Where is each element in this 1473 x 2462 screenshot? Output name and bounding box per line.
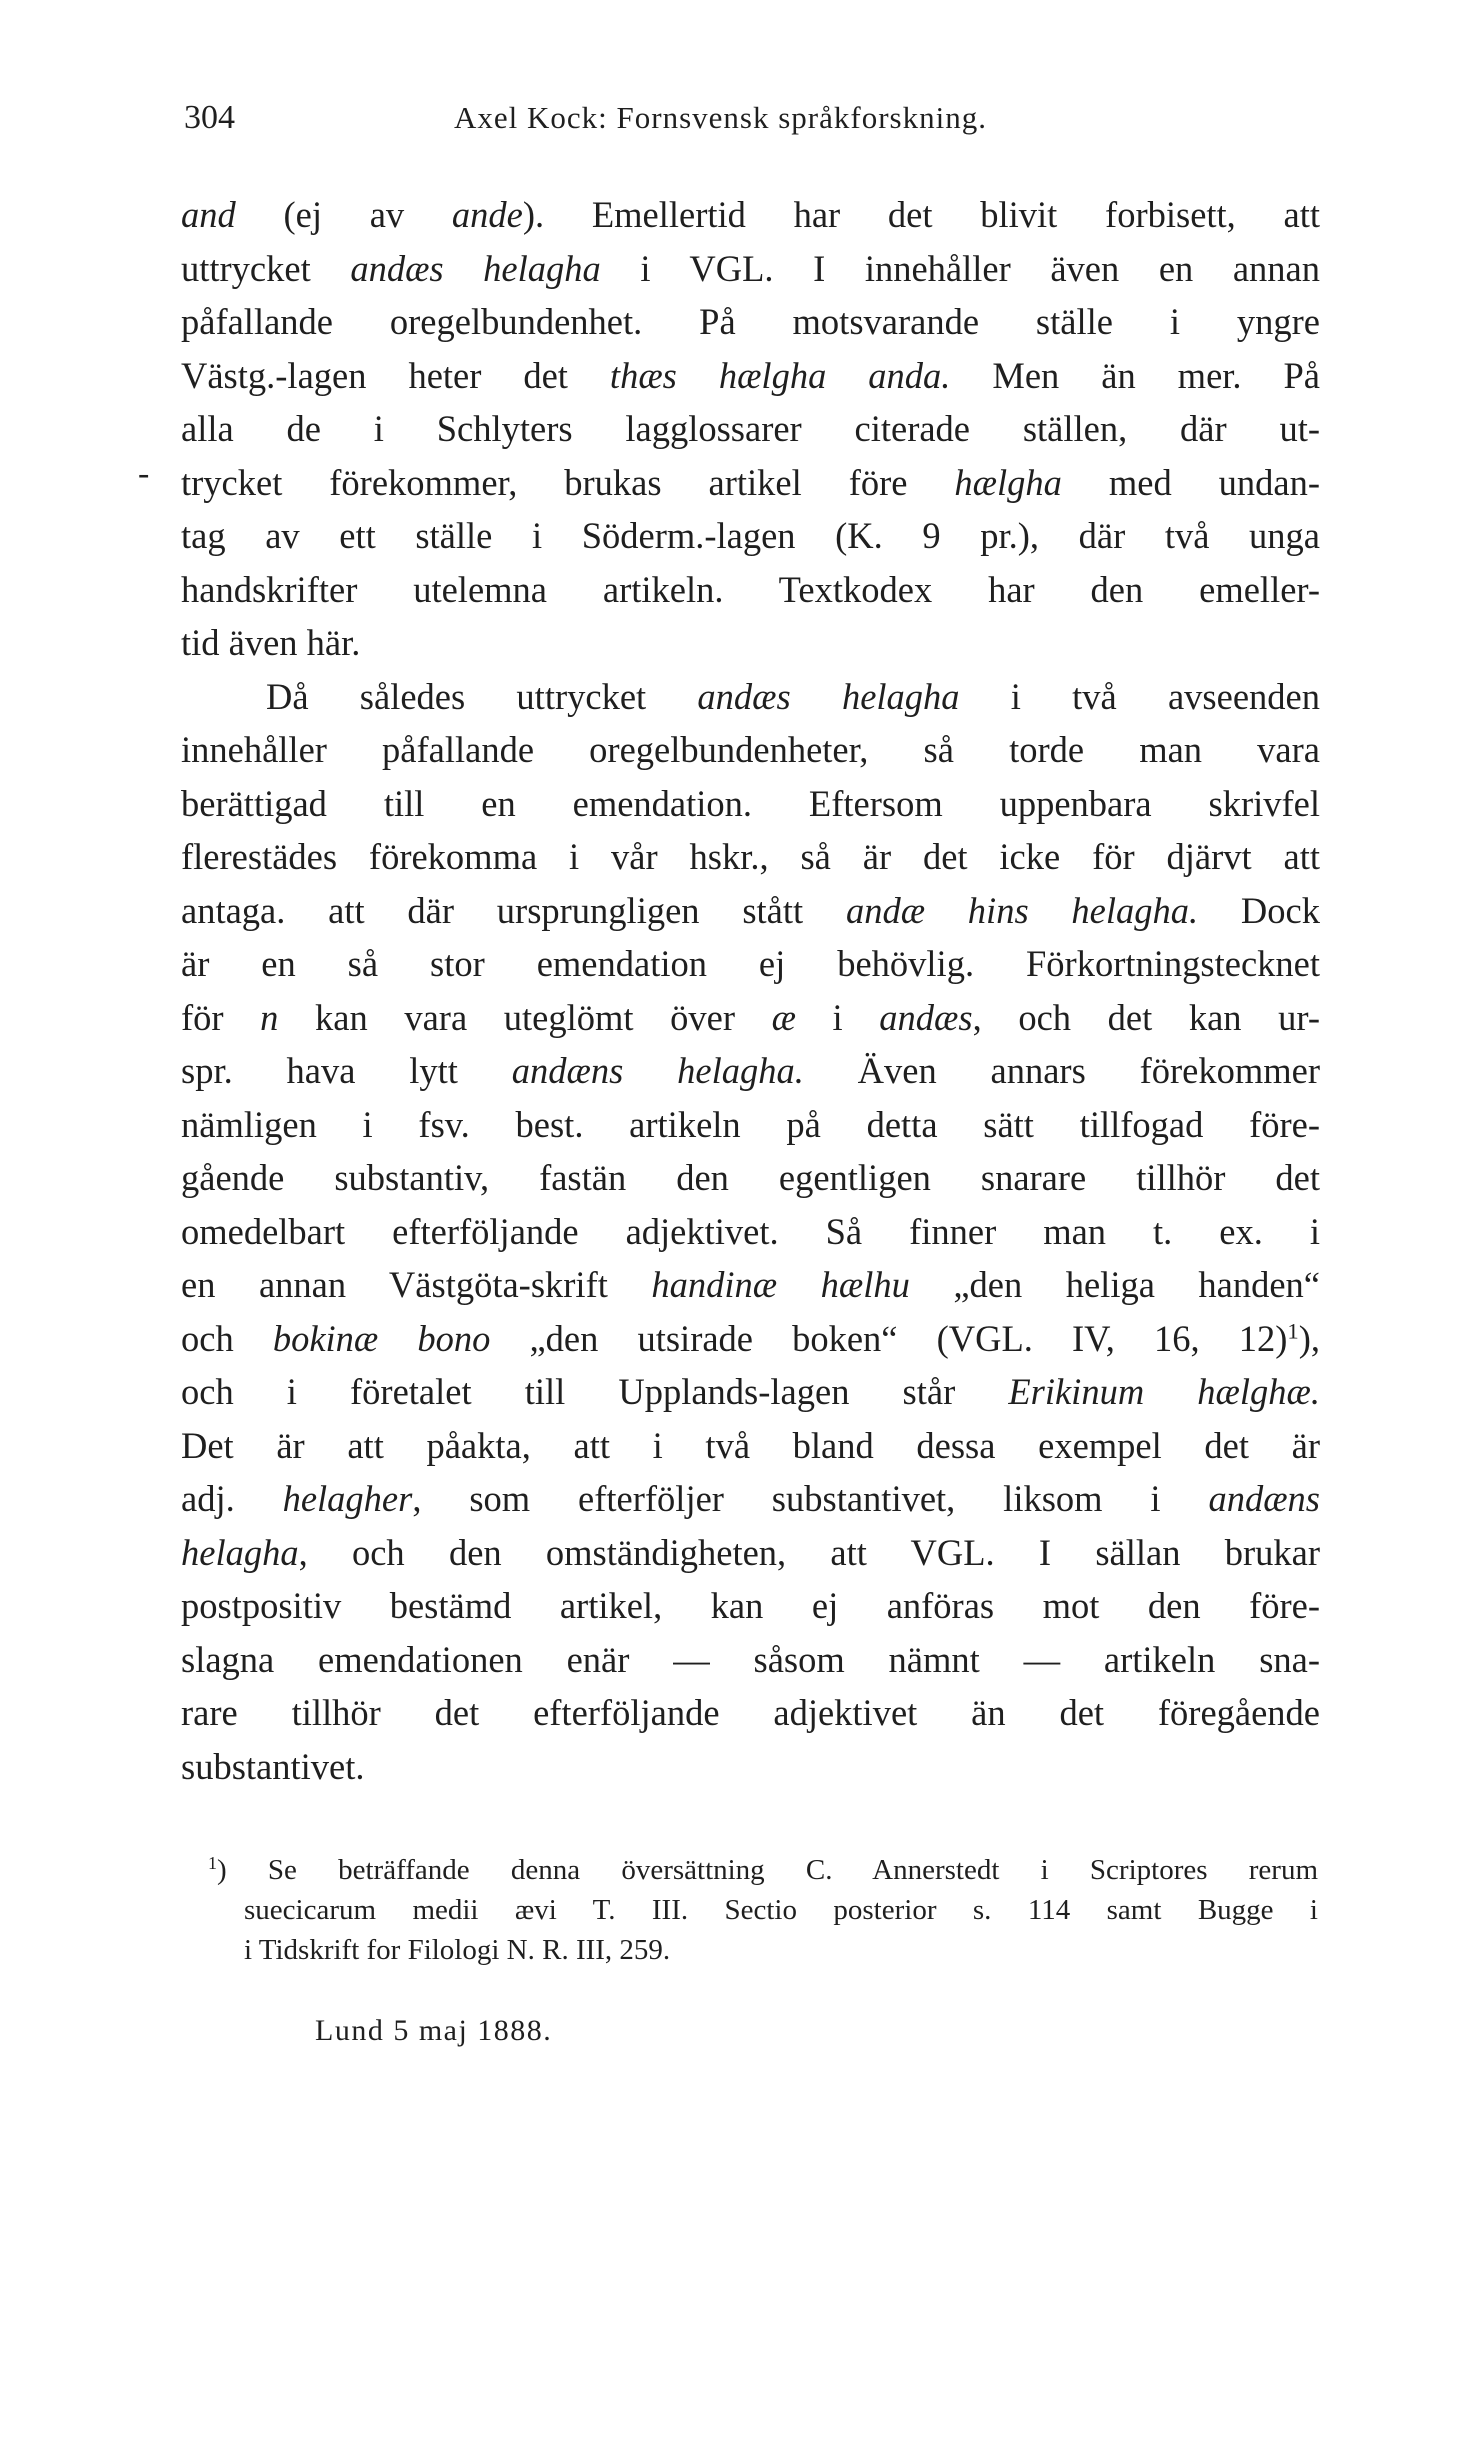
text-line bbox=[181, 402, 1320, 456]
footnote-line bbox=[208, 1850, 1318, 1890]
italic-term: helagha bbox=[181, 1531, 299, 1573]
text-run: Men än mer. På bbox=[950, 354, 1321, 396]
italic-term: andæs bbox=[879, 996, 973, 1038]
italic-term: andæs helagha bbox=[697, 675, 960, 717]
italic-term: andæs helagha bbox=[350, 247, 601, 289]
text-line bbox=[181, 1258, 1320, 1312]
text-run: alla de i Schlyters lagglossarer citerade ställen, där ut- bbox=[181, 408, 1320, 449]
text-line bbox=[181, 1044, 1320, 1098]
text-run: uttrycket bbox=[181, 247, 351, 289]
text-run: antaga. att där ursprungligen stått bbox=[181, 889, 846, 931]
text-line bbox=[181, 509, 1320, 563]
text-run: med undan- bbox=[1061, 461, 1320, 503]
text-line bbox=[181, 1579, 1320, 1633]
margin-mark: - bbox=[138, 455, 150, 492]
text-run: i bbox=[795, 996, 880, 1038]
text-run: är en så stor emendation ej behövlig. Förkortningstecknet bbox=[181, 943, 1320, 984]
text-line bbox=[181, 777, 1320, 831]
text-line bbox=[181, 991, 1320, 1045]
text-run: berättigad till en emendation. Eftersom uppenbara skrivfel bbox=[181, 782, 1320, 824]
text-run: i VGL. I innehåller även en annan bbox=[600, 247, 1320, 289]
text-run: , och det kan ur- bbox=[972, 996, 1320, 1038]
paragraph bbox=[181, 188, 1320, 670]
text-run: Västg.-lagen heter det bbox=[181, 354, 610, 396]
text-run: kan vara uteglömt över bbox=[278, 996, 772, 1038]
italic-term: Erikinum hælghæ. bbox=[1008, 1371, 1320, 1412]
text-line bbox=[181, 242, 1320, 296]
text-run: Dock bbox=[1198, 889, 1320, 931]
text-line bbox=[181, 1419, 1320, 1473]
text-run: , och den omständigheten, att VGL. I sällan brukar bbox=[298, 1531, 1320, 1573]
footnote-line bbox=[208, 1890, 1318, 1930]
italic-term: andæns bbox=[1208, 1478, 1320, 1519]
text-line bbox=[181, 1472, 1320, 1526]
text-line bbox=[181, 1686, 1320, 1740]
text-run: flerestädes förekomma i vår hskr., så är det icke för djärvt att bbox=[181, 836, 1320, 877]
italic-term: ande bbox=[451, 194, 523, 235]
italic-term: andæ hins helagha. bbox=[845, 889, 1199, 931]
italic-term: n bbox=[260, 996, 279, 1038]
text-line bbox=[181, 1312, 1320, 1366]
text-run: för bbox=[181, 996, 261, 1038]
text-run: , som efterföljer substantivet, liksom i bbox=[412, 1478, 1209, 1519]
text-run: „den heliga handen“ bbox=[909, 1264, 1321, 1305]
running-title: Axel Kock: Fornsvensk språkforskning. bbox=[454, 100, 987, 135]
text-run: trycket förekommer, brukas artikel före bbox=[181, 461, 955, 503]
text-line bbox=[181, 1740, 1320, 1794]
text-run: nämligen i fsv. best. artikeln på detta sätt tillfogad före- bbox=[181, 1103, 1320, 1145]
footnote-line bbox=[208, 1930, 1318, 1970]
text-run: „den utsirade boken“ (VGL. IV, 16, 12) bbox=[490, 1317, 1288, 1359]
paragraph bbox=[181, 670, 1320, 1794]
text-line bbox=[181, 563, 1320, 617]
text-run: ). Emellertid har det blivit forbisett, att bbox=[522, 194, 1321, 235]
text-line bbox=[181, 295, 1320, 349]
text-line bbox=[181, 670, 1320, 724]
text-run: och bbox=[181, 1317, 273, 1359]
footnote-text: ) Se beträffande denna översättning C. Annerstedt i Scriptores rerum bbox=[216, 1854, 1318, 1886]
text-line bbox=[181, 830, 1320, 884]
text-run: slagna emendationen enär — såsom nämnt — artikeln sna- bbox=[181, 1638, 1320, 1680]
text-line bbox=[181, 188, 1320, 242]
signoff-dateline: Lund 5 maj 1888. bbox=[315, 2014, 553, 2047]
text-run: Det är att påakta, att i två bland dessa exempel det är bbox=[181, 1424, 1320, 1466]
italic-term: handinæ hælhu bbox=[651, 1264, 910, 1305]
footnote-text: suecicarum medii ævi T. III. Sectio posterior s. 114 samt Bugge i bbox=[244, 1894, 1318, 1926]
text-run: postpositiv bestämd artikel, kan ej anföras mot den före- bbox=[181, 1585, 1320, 1626]
text-line bbox=[181, 937, 1320, 991]
text-line bbox=[181, 884, 1320, 938]
text-run: rare tillhör det efterföljande adjektivet än det föregående bbox=[181, 1692, 1320, 1733]
text-run: spr. hava lytt bbox=[181, 1050, 512, 1091]
text-run: ), bbox=[1298, 1317, 1321, 1359]
text-run: adj. bbox=[181, 1478, 283, 1519]
text-run: och i företalet till Upplands-lagen står bbox=[181, 1371, 1009, 1412]
text-line bbox=[181, 723, 1320, 777]
footnote bbox=[208, 1850, 1318, 1970]
text-run: en annan Västgöta-skrift bbox=[181, 1264, 652, 1305]
text-line bbox=[181, 1633, 1320, 1687]
text-run: handskrifter utelemna artikeln. Textkodex har den emeller- bbox=[181, 568, 1320, 610]
italic-term: helagher bbox=[282, 1478, 413, 1519]
italic-term: andæns helagha. bbox=[511, 1050, 804, 1091]
italic-term: thæs hælgha anda. bbox=[609, 354, 951, 396]
text-line bbox=[181, 456, 1320, 510]
text-run: substantivet. bbox=[181, 1745, 365, 1787]
text-line bbox=[181, 616, 1320, 670]
text-run: i två avseenden bbox=[959, 675, 1320, 717]
text-line bbox=[181, 1151, 1320, 1205]
text-run: tid även här. bbox=[181, 622, 361, 663]
italic-term: hælgha bbox=[954, 461, 1062, 503]
body-text bbox=[181, 188, 1320, 1793]
text-run: innehåller påfallande oregelbundenheter, så torde man vara bbox=[181, 729, 1320, 770]
text-line bbox=[181, 1526, 1320, 1580]
italic-term: and bbox=[181, 194, 236, 235]
text-run: Även annars förekommer bbox=[803, 1050, 1321, 1091]
footnote-text: i Tidskrift for Filologi N. R. III, 259. bbox=[244, 1934, 671, 1966]
page-number: 304 bbox=[184, 99, 235, 136]
text-run: påfallande oregelbundenhet. På motsvarande ställe i yngre bbox=[181, 301, 1320, 342]
text-run: omedelbart efterföljande adjektivet. Så finner man t. ex. i bbox=[181, 1210, 1320, 1252]
text-line bbox=[181, 1365, 1320, 1419]
italic-term: æ bbox=[771, 996, 796, 1038]
italic-term: bokinæ bono bbox=[272, 1317, 491, 1359]
footnote-marker: 1 bbox=[208, 1853, 217, 1874]
text-line bbox=[181, 349, 1320, 403]
text-run: gående substantiv, fastän den egentligen snarare tillhör det bbox=[181, 1157, 1320, 1198]
text-run: (ej av bbox=[235, 194, 452, 235]
text-run: tag av ett ställe i Söderm.-lagen (K. 9 pr.), där två unga bbox=[181, 515, 1320, 556]
text-run: Då således uttrycket bbox=[266, 675, 698, 717]
text-line bbox=[181, 1205, 1320, 1259]
footnote-reference: 1 bbox=[1287, 1318, 1299, 1344]
text-line bbox=[181, 1098, 1320, 1152]
